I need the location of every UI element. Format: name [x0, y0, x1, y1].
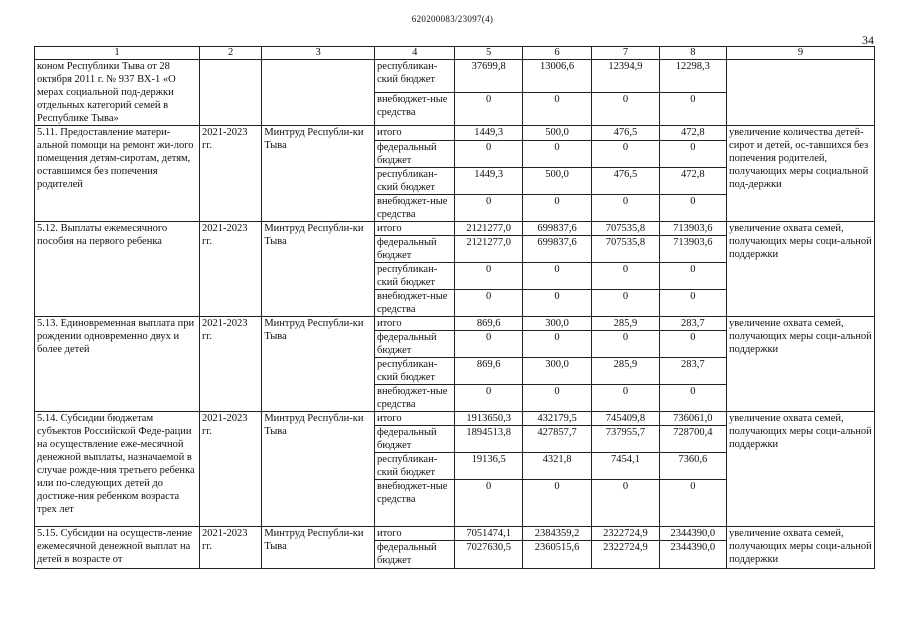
value-cell: 0	[455, 263, 522, 290]
value-cell: 12394,9	[592, 60, 659, 93]
value-cell: 745409,8	[592, 412, 659, 426]
term-cell: 2021-2023 гг.	[199, 222, 261, 317]
value-cell: 7051474,1	[455, 527, 522, 541]
source-cell: республикан-ский бюджет	[374, 263, 454, 290]
value-cell: 0	[522, 195, 591, 222]
source-cell: внебюджет-ные средства	[374, 290, 454, 317]
value-cell: 0	[592, 141, 659, 168]
value-cell: 476,5	[592, 168, 659, 195]
value-cell: 0	[659, 263, 726, 290]
value-cell: 0	[455, 93, 522, 126]
value-cell: 7454,1	[592, 453, 659, 480]
value-cell: 0	[522, 141, 591, 168]
value-cell: 2121277,0	[455, 222, 522, 236]
header-cell: 7	[592, 47, 659, 60]
source-cell: республикан-ский бюджет	[374, 168, 454, 195]
header-cell: 4	[374, 47, 454, 60]
value-cell: 12298,3	[659, 60, 726, 93]
term-cell: 2021-2023 гг.	[199, 527, 261, 569]
executor-cell: Минтруд Республи-ки Тыва	[262, 527, 375, 569]
executor-cell: Минтруд Республи-ки Тыва	[262, 222, 375, 317]
value-cell: 728700,4	[659, 426, 726, 453]
source-cell: итого	[374, 126, 454, 141]
value-cell: 472,8	[659, 126, 726, 141]
source-cell: итого	[374, 222, 454, 236]
value-cell: 0	[659, 93, 726, 126]
row-5-14-0	[35, 412, 875, 426]
value-cell: 0	[592, 290, 659, 317]
term-cell: 2021-2023 гг.	[199, 317, 261, 412]
result-cell: увеличение охвата семей, получающих меры соци-альной поддержки	[727, 412, 875, 527]
value-cell: 0	[659, 331, 726, 358]
header-cell: 8	[659, 47, 726, 60]
value-cell: 7027630,5	[455, 541, 522, 569]
value-cell: 283,7	[659, 358, 726, 385]
source-cell: итого	[374, 527, 454, 541]
value-cell: 2322724,9	[592, 541, 659, 569]
row-cont-0	[35, 60, 875, 93]
value-cell: 0	[592, 263, 659, 290]
value-cell: 37699,8	[455, 60, 522, 93]
value-cell: 0	[592, 331, 659, 358]
result-cell: увеличение охвата семей, получающих меры соци-альной поддержки	[727, 317, 875, 412]
value-cell: 0	[522, 290, 591, 317]
value-cell: 713903,6	[659, 236, 726, 263]
value-cell: 472,8	[659, 168, 726, 195]
header-cell: 1	[35, 47, 200, 60]
value-cell: 500,0	[522, 126, 591, 141]
value-cell: 2360515,6	[522, 541, 591, 569]
term-cell: 2021-2023 гг.	[199, 412, 261, 527]
source-cell: федеральный бюджет	[374, 236, 454, 263]
row-5-11-0	[35, 126, 875, 141]
value-cell: 869,6	[455, 358, 522, 385]
term-cell	[199, 60, 261, 126]
result-cell: увеличение количества детей-сирот и детей, ос-тавшихся без попечения родителей, получающих меры социальной под-держки	[727, 126, 875, 222]
value-cell: 2121277,0	[455, 236, 522, 263]
value-cell: 0	[455, 141, 522, 168]
value-cell: 19136,5	[455, 453, 522, 480]
value-cell: 13006,6	[522, 60, 591, 93]
row-5-12-0	[35, 222, 875, 236]
value-cell: 0	[659, 385, 726, 412]
value-cell: 300,0	[522, 358, 591, 385]
value-cell: 427857,7	[522, 426, 591, 453]
value-cell: 0	[592, 480, 659, 527]
value-cell: 0	[522, 385, 591, 412]
value-cell: 737955,7	[592, 426, 659, 453]
term-cell: 2021-2023 гг.	[199, 126, 261, 222]
value-cell: 300,0	[522, 317, 591, 331]
value-cell: 0	[659, 480, 726, 527]
value-cell: 476,5	[592, 126, 659, 141]
value-cell: 2384359,2	[522, 527, 591, 541]
value-cell: 283,7	[659, 317, 726, 331]
result-cell	[727, 60, 875, 126]
executor-cell: Минтруд Республи-ки Тыва	[262, 126, 375, 222]
value-cell: 736061,0	[659, 412, 726, 426]
source-cell: республикан-ский бюджет	[374, 358, 454, 385]
value-cell: 2344390,0	[659, 541, 726, 569]
table-body	[35, 47, 875, 569]
header-cell: 3	[262, 47, 375, 60]
executor-cell	[262, 60, 375, 126]
action-cell: 5.13. Единовременная выплата при рождении одновременно двух и более детей	[35, 317, 200, 412]
header-row	[35, 47, 875, 60]
value-cell: 707535,8	[592, 222, 659, 236]
header-cell: 6	[522, 47, 591, 60]
source-cell: итого	[374, 317, 454, 331]
value-cell: 0	[592, 195, 659, 222]
row-5-15-0	[35, 527, 875, 541]
result-cell: увеличение охвата семей, получающих меры соци-альной поддержки	[727, 527, 875, 569]
source-cell: внебюджет-ные средства	[374, 93, 454, 126]
action-cell: коном Республики Тыва от 28 октября 2011 г. № 937 ВХ-1 «О мерах социальной под-держки отдельных категорий семей в Республике Тыва»	[35, 60, 200, 126]
value-cell: 4321,8	[522, 453, 591, 480]
value-cell: 1449,3	[455, 168, 522, 195]
value-cell: 285,9	[592, 317, 659, 331]
value-cell: 2344390,0	[659, 527, 726, 541]
source-cell: итого	[374, 412, 454, 426]
action-cell: 5.11. Предоставление матери-альной помощи на ремонт жи-лого помещения детям-сиротам, детям, оставшимся без попечения родителей	[35, 126, 200, 222]
budget-table	[34, 46, 875, 569]
value-cell: 699837,6	[522, 222, 591, 236]
row-5-13-0	[35, 317, 875, 331]
source-cell: внебюджет-ные средства	[374, 385, 454, 412]
value-cell: 0	[455, 195, 522, 222]
source-cell: федеральный бюджет	[374, 331, 454, 358]
source-cell: федеральный бюджет	[374, 426, 454, 453]
value-cell: 699837,6	[522, 236, 591, 263]
value-cell: 2322724,9	[592, 527, 659, 541]
value-cell: 500,0	[522, 168, 591, 195]
value-cell: 713903,6	[659, 222, 726, 236]
value-cell: 0	[522, 331, 591, 358]
value-cell: 0	[522, 93, 591, 126]
value-cell: 1913650,3	[455, 412, 522, 426]
value-cell: 0	[455, 385, 522, 412]
executor-cell: Минтруд Республи-ки Тыва	[262, 317, 375, 412]
source-cell: внебюджет-ные средства	[374, 480, 454, 527]
value-cell: 0	[659, 141, 726, 168]
document-id: 620200083/23097(4)	[411, 14, 494, 24]
value-cell: 0	[659, 195, 726, 222]
value-cell: 432179,5	[522, 412, 591, 426]
result-cell: увеличение охвата семей, получающих меры соци-альной поддержки	[727, 222, 875, 317]
value-cell: 0	[455, 290, 522, 317]
header-cell: 5	[455, 47, 522, 60]
value-cell: 0	[659, 290, 726, 317]
value-cell: 0	[455, 331, 522, 358]
value-cell: 1894513,8	[455, 426, 522, 453]
source-cell: федеральный бюджет	[374, 141, 454, 168]
value-cell: 0	[522, 263, 591, 290]
value-cell: 0	[522, 480, 591, 527]
value-cell: 285,9	[592, 358, 659, 385]
source-cell: федеральный бюджет	[374, 541, 454, 569]
value-cell: 869,6	[455, 317, 522, 331]
header-cell: 2	[199, 47, 261, 60]
value-cell: 7360,6	[659, 453, 726, 480]
value-cell: 707535,8	[592, 236, 659, 263]
header-cell: 9	[727, 47, 875, 60]
source-cell: внебюджет-ные средства	[374, 195, 454, 222]
action-cell: 5.14. Субсидии бюджетам субъектов Российской Феде-рации на осуществление еже-месячной денежной выплаты, назначаемой в случае рожде-ния третьего ребенка или по-следующих детей до достиже-ния ребенком возраста трех лет	[35, 412, 200, 527]
value-cell: 1449,3	[455, 126, 522, 141]
executor-cell: Минтруд Республи-ки Тыва	[262, 412, 375, 527]
action-cell: 5.15. Субсидии на осуществ-ление ежемесячной денежной выплат на детей в возрасте от	[35, 527, 200, 569]
page-number: 34	[862, 33, 874, 47]
value-cell: 0	[592, 385, 659, 412]
source-cell: республикан-ский бюджет	[374, 453, 454, 480]
value-cell: 0	[455, 480, 522, 527]
value-cell: 0	[592, 93, 659, 126]
source-cell: республикан-ский бюджет	[374, 60, 454, 93]
action-cell: 5.12. Выплаты ежемесячного пособия на первого ребенка	[35, 222, 200, 317]
